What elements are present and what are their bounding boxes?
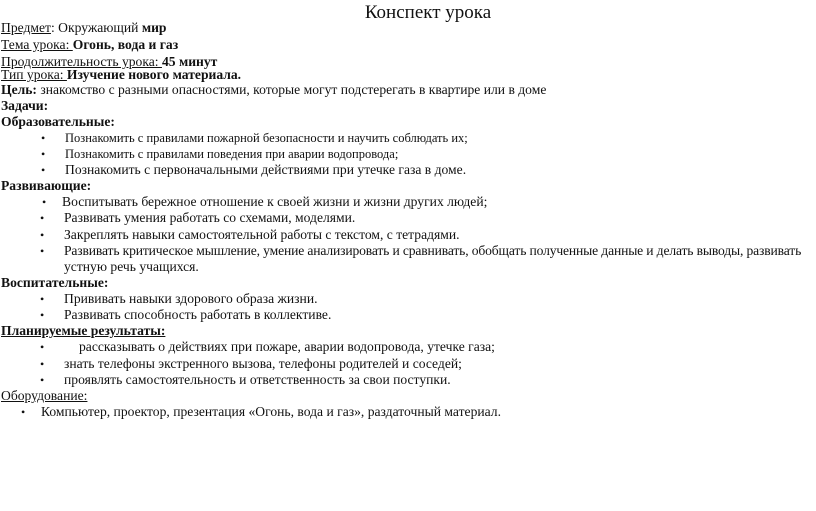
list-item-text: Прививать навыки здорового образа жизни. <box>64 291 318 306</box>
list-item <box>41 162 467 178</box>
list-item <box>40 243 802 259</box>
type-value: Изучение нового материала. <box>66 67 242 82</box>
list-item-text: Воспитывать бережное отношение к своей жизни и жизни других людей; <box>62 194 488 209</box>
list-item-text: знать телефоны экстренного вызова, телефоны родителей и соседей; <box>64 356 462 371</box>
bullet-icon: • <box>41 163 46 177</box>
bullet-icon: • <box>40 373 45 387</box>
results-heading-text: Планируемые результаты: <box>1 323 166 338</box>
goal-line <box>1 82 546 98</box>
bullet-icon: • <box>41 131 46 145</box>
subject-value-bold: мир <box>141 20 167 35</box>
list-item-text: проявлять самостоятельность и ответственность за свои поступки. <box>64 372 451 387</box>
bullet-icon: • <box>40 244 45 258</box>
list-item <box>21 404 501 420</box>
list-item-text: Компьютер, проектор, презентация «Огонь, вода и газ», раздаточный материал. <box>41 404 501 419</box>
bullet-icon: • <box>42 195 47 209</box>
subject-label: Предмет <box>1 20 51 35</box>
list-item-text: рассказывать о действиях при пожаре, аварии водопровода, утечке газа; <box>79 339 495 354</box>
goal-value: знакомство с разными опасностями, которые могут подстерегать в квартире или в доме <box>36 82 547 97</box>
tasks-heading-text: Задачи: <box>1 98 49 113</box>
subject-line <box>1 20 166 36</box>
list-item <box>40 356 462 372</box>
list-item <box>40 372 451 388</box>
list-item <box>40 210 356 226</box>
topic-line <box>1 37 178 53</box>
educational-heading <box>1 114 115 130</box>
list-item <box>40 291 318 307</box>
upbringing-heading-text: Воспитательные: <box>1 275 109 290</box>
duration-label: Продолжительность урока: <box>1 54 162 69</box>
subject-sep: : <box>50 20 59 35</box>
list-item-text: Познакомить с правилами пожарной безопасности и научить соблюдать их; <box>65 131 468 145</box>
type-line <box>1 67 241 83</box>
equipment-heading <box>1 388 87 404</box>
list-item <box>42 194 488 210</box>
duration-value: 45 минут <box>161 54 218 69</box>
bullet-icon: • <box>40 340 45 354</box>
equipment-heading-text: Оборудование: <box>1 388 88 403</box>
bullet-icon: • <box>21 405 26 419</box>
list-item <box>40 227 460 243</box>
list-item-text: Развивать критическое мышление, умение анализировать и сравнивать, обобщать полученные данные и делать выводы, развивать <box>64 243 802 258</box>
bullet-icon: • <box>40 292 45 306</box>
list-item-continuation <box>64 259 199 275</box>
developing-heading <box>1 178 91 194</box>
tasks-heading <box>1 98 48 114</box>
list-item <box>41 130 468 146</box>
bullet-icon: • <box>41 147 46 161</box>
list-item-text: устную речь учащихся. <box>64 259 199 274</box>
bullet-icon: • <box>40 357 45 371</box>
list-item-text: Закреплять навыки самостоятельной работы с текстом, с тетрадями. <box>64 227 460 242</box>
educational-heading-text: Образовательные: <box>1 114 115 129</box>
list-item <box>40 307 332 323</box>
bullet-icon: • <box>40 308 45 322</box>
subject-value: Окружающий <box>58 20 142 35</box>
list-item-text: Развивать умения работать со схемами, моделями. <box>64 210 356 225</box>
list-item-text: Развивать способность работать в коллективе. <box>64 307 332 322</box>
type-label: Тип урока: <box>1 67 67 82</box>
topic-label: Тема урока: <box>1 37 73 52</box>
topic-value: Огонь, вода и газ <box>72 37 179 52</box>
document-title: Конспект урока <box>364 2 492 23</box>
list-item <box>40 339 495 355</box>
list-item <box>41 146 399 162</box>
upbringing-heading <box>1 275 108 291</box>
results-heading <box>1 323 165 339</box>
list-item-text: Познакомить с правилами поведения при аварии водопровода; <box>65 147 399 161</box>
goal-label: Цель: <box>1 82 37 97</box>
bullet-icon: • <box>40 228 45 242</box>
list-item-text: Познакомить с первоначальными действиями при утечке газа в доме. <box>65 162 467 177</box>
bullet-icon: • <box>40 211 45 225</box>
developing-heading-text: Развивающие: <box>1 178 92 193</box>
